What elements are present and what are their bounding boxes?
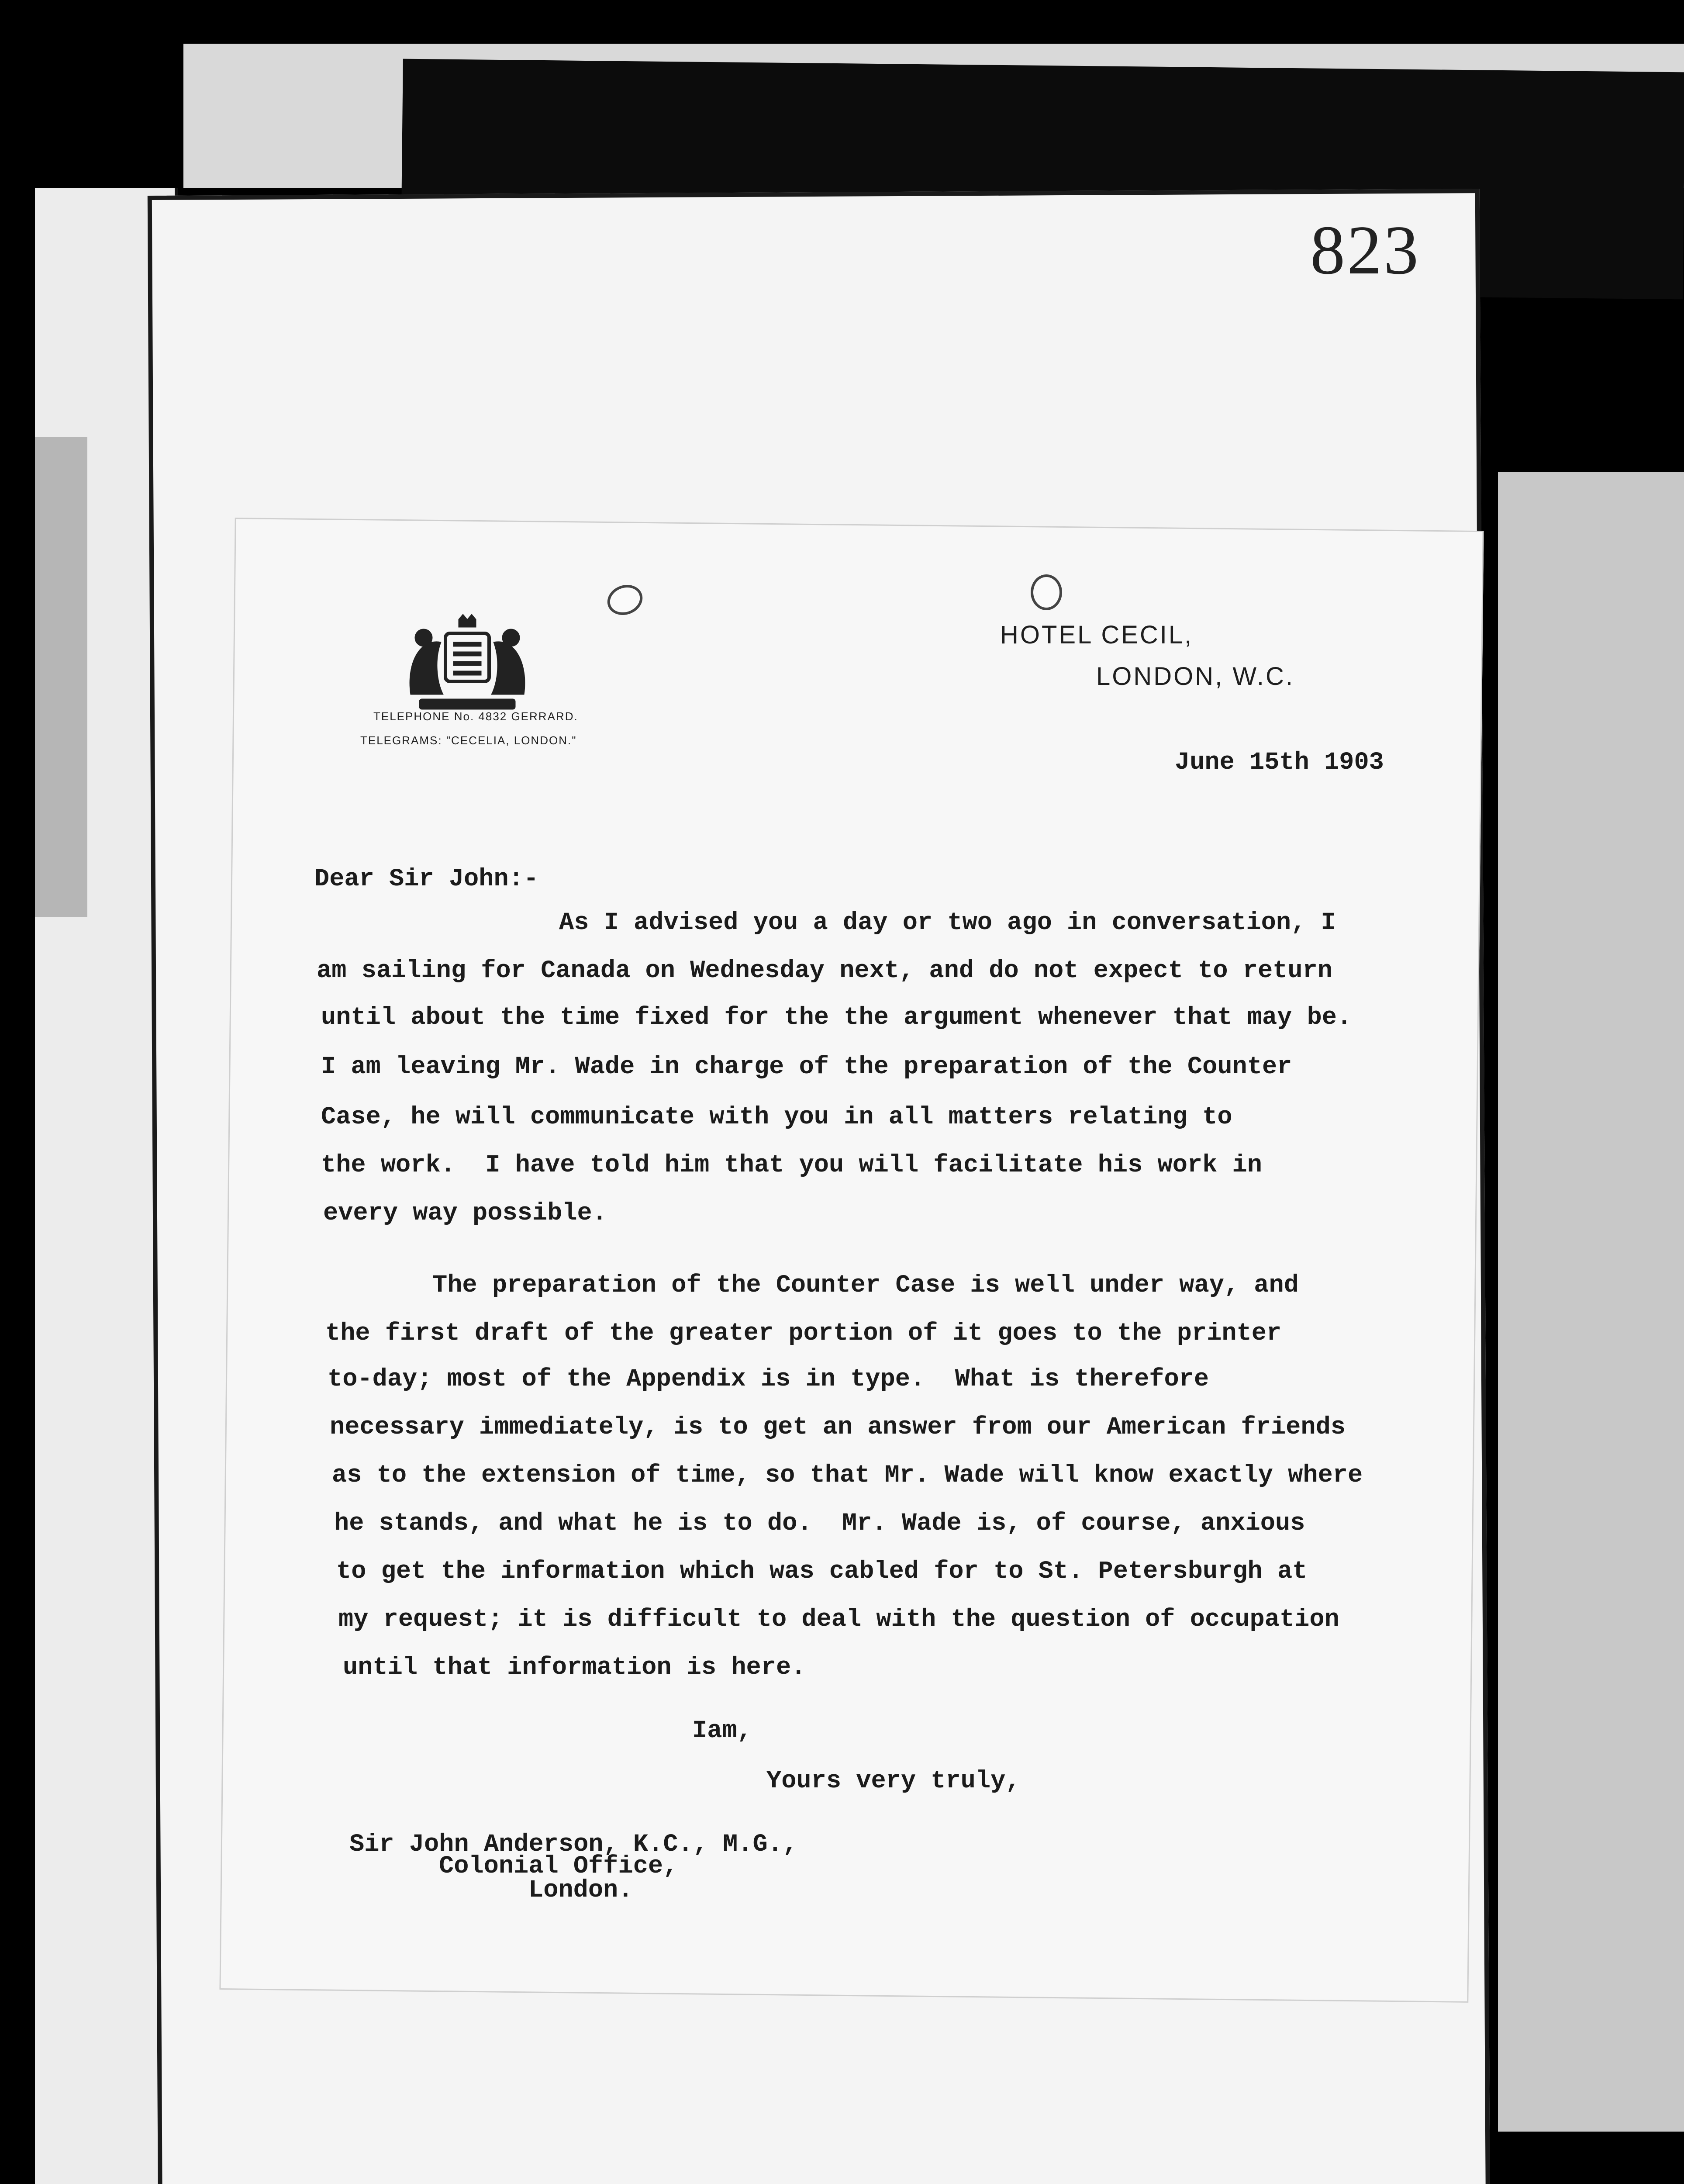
film-background-right (1498, 472, 1684, 2132)
body-line: until about the time fixed for the the argument whenever that may be. (321, 1004, 1352, 1032)
closing-line: Yours very truly, (766, 1767, 1021, 1795)
coat-of-arms-icon (393, 612, 542, 716)
closing-line: Iam, (692, 1717, 752, 1745)
body-line: The preparation of the Counter Case is well under way, and (432, 1272, 1299, 1299)
body-line: I am leaving Mr. Wade in charge of the preparation of the Counter (321, 1053, 1292, 1081)
body-line: the work. I have told him that you will facilitate his work in (321, 1151, 1262, 1179)
body-line: every way possible. (323, 1199, 607, 1227)
body-line: my request; it is difficult to deal with the question of occupation (338, 1606, 1339, 1634)
folder-edge-shade (35, 437, 87, 917)
addressee-line: Sir John Anderson, K.C., M.G., (349, 1831, 798, 1859)
salutation: Dear Sir John:- (314, 865, 539, 893)
body-line: he stands, and what he is to do. Mr. Wade is, of course, anxious (334, 1510, 1305, 1538)
telephone-line: TELEPHONE No. 4832 GERRARD. (373, 710, 578, 723)
body-line: am sailing for Canada on Wednesday next, and do not expect to return (317, 957, 1332, 985)
body-line: As I advised you a day or two ago in conversation, I (559, 909, 1336, 937)
punch-hole (1031, 574, 1062, 610)
telegrams-line: TELEGRAMS: "CECELIA, LONDON." (360, 734, 577, 747)
body-line: to get the information which was cabled for to St. Petersburgh at (336, 1558, 1308, 1586)
hotel-city: LONDON, W.C. (1096, 662, 1295, 691)
body-line: as to the extension of time, so that Mr. Wade will know exactly where (332, 1462, 1363, 1489)
body-line: until that information is here. (343, 1654, 806, 1682)
hotel-name: HOTEL CECIL, (1000, 621, 1194, 649)
folio-number: 823 (1310, 211, 1420, 289)
body-line: Case, he will communicate with you in all matters relating to (321, 1103, 1232, 1131)
body-line: the first draft of the greater portion of it goes to the printer (325, 1320, 1282, 1348)
body-line: to-day; most of the Appendix is in type. What is therefore (328, 1365, 1209, 1393)
body-line: necessary immediately, is to get an answer from our American friends (330, 1413, 1346, 1441)
letter-date: June 15th 1903 (1175, 749, 1384, 777)
addressee-line: Colonial Office, (439, 1852, 678, 1880)
addressee-line: London. (528, 1876, 633, 1904)
